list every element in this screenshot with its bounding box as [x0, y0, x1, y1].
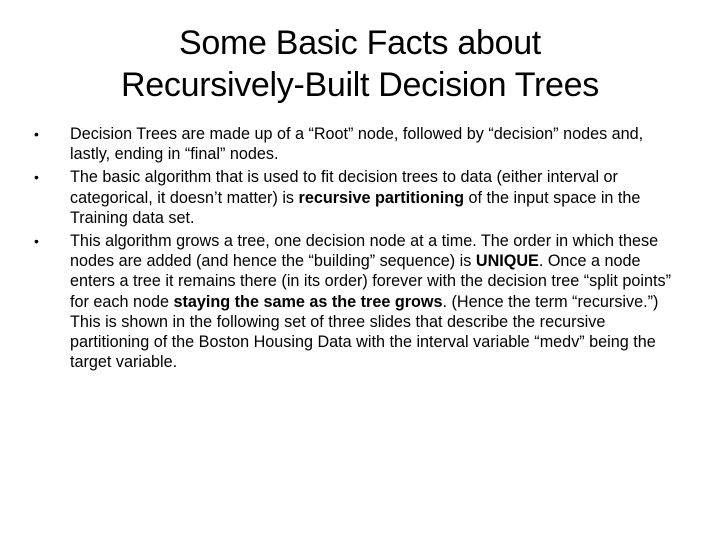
bullet-2-text-before: The basic algorithm that is used to fit decision trees to data (either interval or categorical, it doesn’t matter) is	[70, 168, 618, 207]
title-line-1: Some Basic Facts about	[179, 24, 541, 62]
bullet-item-3	[34, 231, 684, 372]
bullet-3-text-1: This algorithm grows a tree, one decision node at a time. The order in which these nodes are added (and hence the “building” sequence) is	[70, 232, 659, 271]
bullet-3-text-2: . Once a node enters a tree it remains there (in its order) forever with the decision tree “split points” for each node	[70, 252, 671, 311]
bullet-item-2	[34, 167, 684, 228]
bullet-2-text-after: of the input space in the Training data set.	[70, 188, 641, 227]
bullet-3-bold-1: UNIQUE	[475, 252, 539, 271]
bullet-2-bold: recursive partitioning	[298, 188, 465, 207]
bullet-3-bold-2: staying the same as the tree grows	[173, 292, 443, 311]
bullet-list	[34, 124, 684, 375]
slide-title	[40, 22, 680, 106]
bullet-3-text-3: . (Hence the term “recursive.”) This is shown in the following set of three slides that describe the recursive partitioning of the Boston Housing Data with the interval variable “medv” being the target variable.	[70, 292, 659, 372]
bullet-1-text: Decision Trees are made up of a “Root” node, followed by “decision” nodes and, lastly, ending in “final” nodes.	[70, 125, 644, 164]
title-line-2: Recursively-Built Decision Trees	[121, 66, 599, 104]
bullet-item-1	[34, 124, 684, 164]
